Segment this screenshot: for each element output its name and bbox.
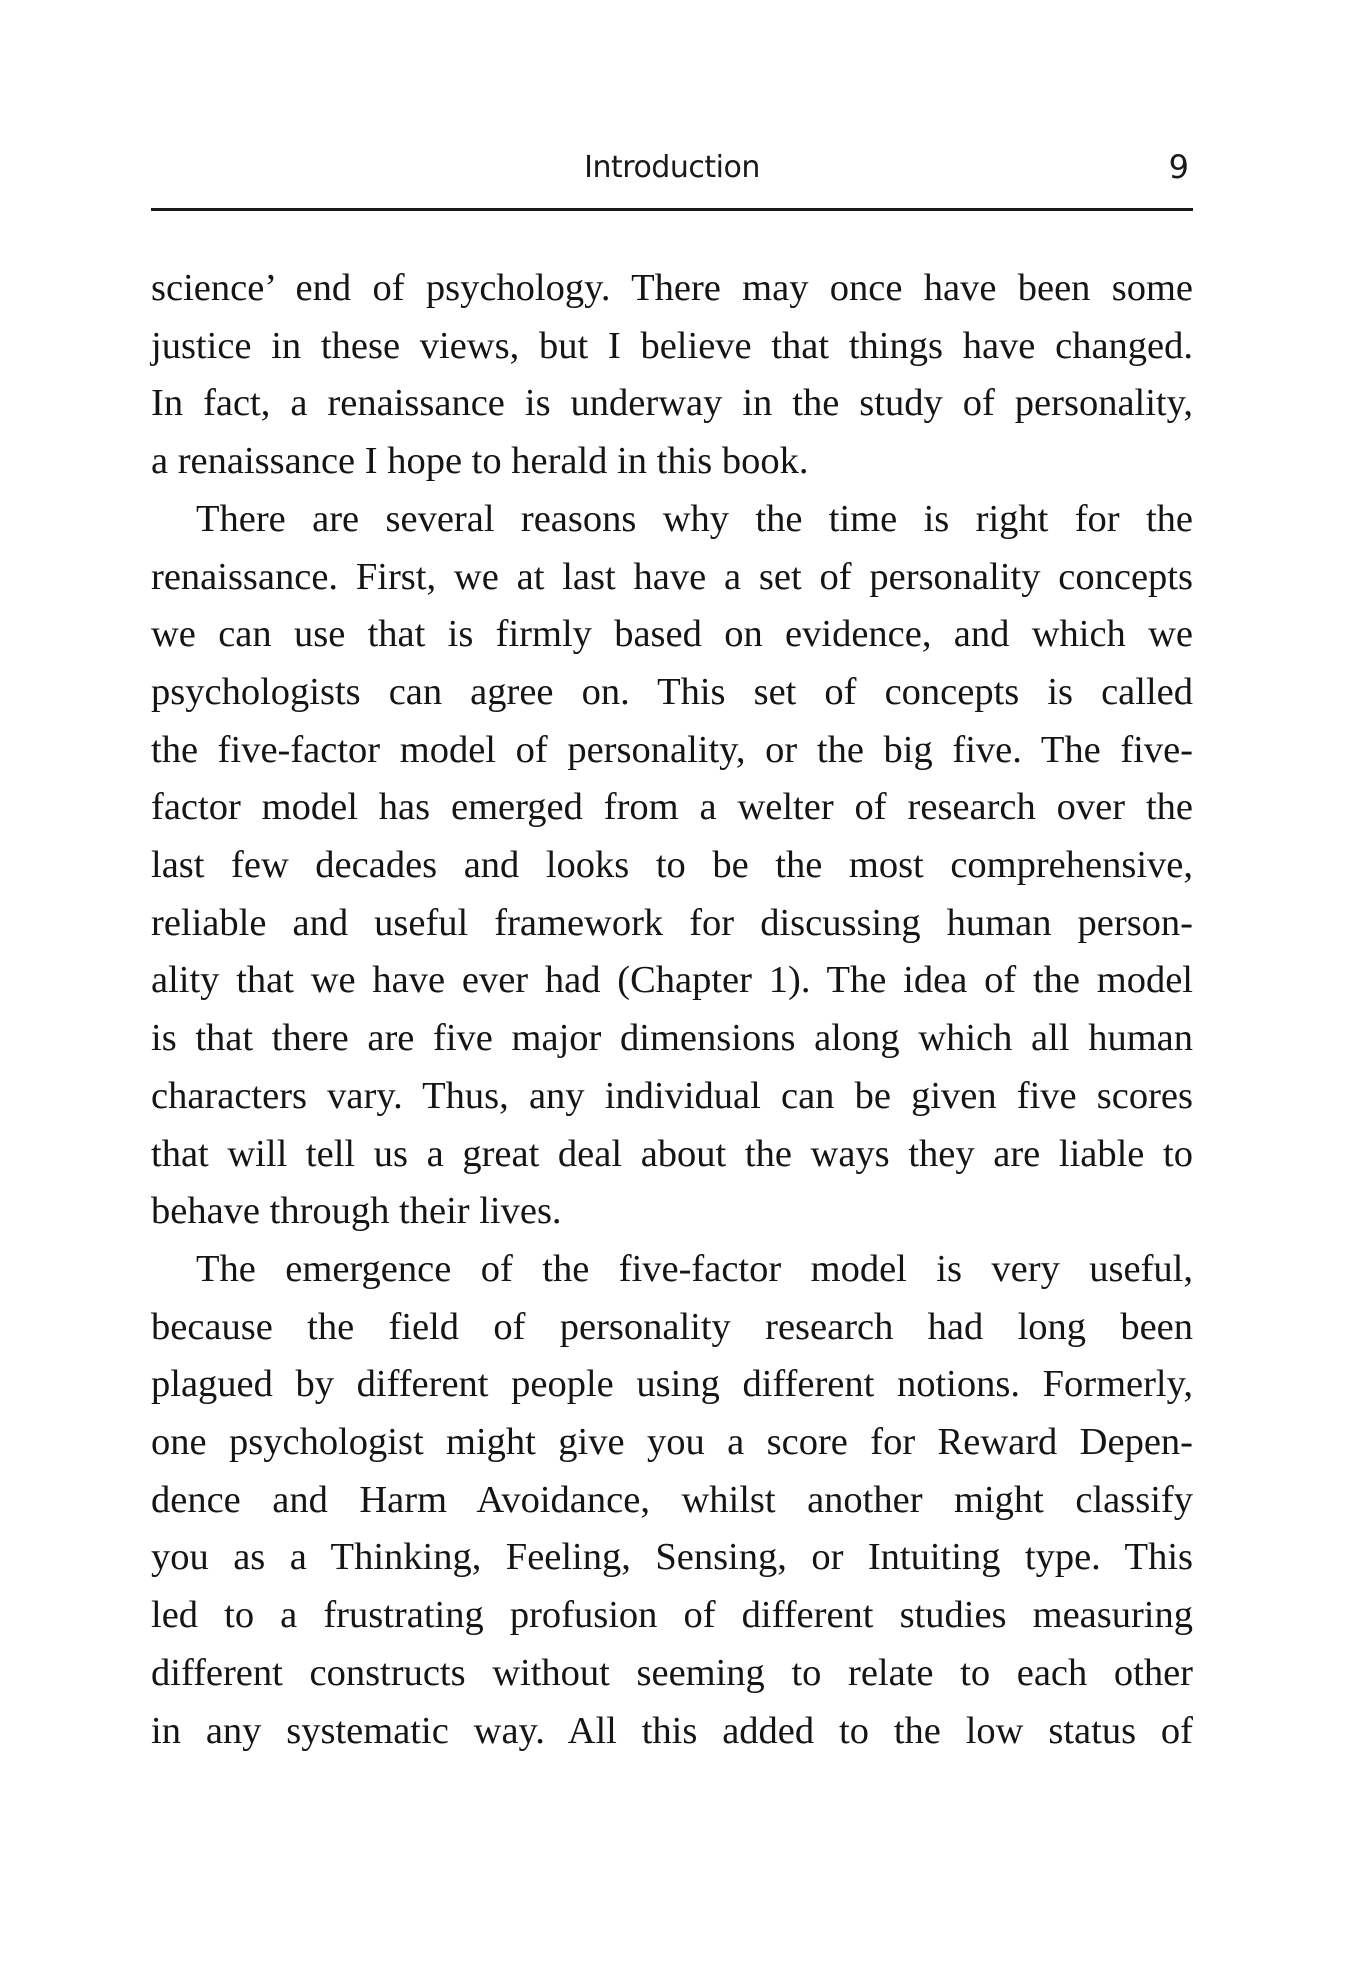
text-line: that will tell us a great deal about the ways they are liable to (151, 1132, 1193, 1175)
text-line: psychologists can agree on. This set of concepts is called (151, 670, 1193, 713)
body-text (151, 260, 1193, 1760)
text-line: justice in these views, but I believe that things have changed. (151, 324, 1193, 367)
text-line: factor model has emerged from a welter of research over the (151, 786, 1193, 829)
running-header (151, 144, 1193, 194)
text-line: ality that we have ever had (Chapter 1). The idea of the model (151, 959, 1193, 1002)
running-title: Introduction (584, 150, 760, 185)
text-line: last few decades and looks to be the most comprehensive, (151, 844, 1193, 887)
text-line: led to a frustrating profusion of different studies measuring (151, 1594, 1193, 1637)
text-line: reliable and useful framework for discussing human person- (151, 901, 1193, 944)
text-line: dence and Harm Avoidance, whilst another might classify (151, 1478, 1193, 1521)
text-line: because the field of personality research had long been (151, 1305, 1193, 1348)
text-line: in any systematic way. All this added to the low status of (151, 1709, 1193, 1752)
text-line: plagued by different people using different notions. Formerly, (151, 1363, 1193, 1406)
text-line: The emergence of the five-factor model is very useful, (196, 1247, 1193, 1290)
text-line: behave through their lives. (151, 1190, 562, 1233)
text-line: the five-factor model of personality, or the big five. The five- (151, 728, 1193, 771)
text-line: renaissance. First, we at last have a set of personality concepts (151, 555, 1193, 598)
text-line: In fact, a renaissance is underway in the study of personality, (151, 382, 1193, 425)
text-line: science’ end of psychology. There may once have been some (151, 267, 1193, 309)
text-line: There are several reasons why the time is right for the (196, 497, 1193, 540)
text-line: different constructs without seeming to relate to each other (151, 1651, 1193, 1694)
header-rule (151, 208, 1193, 211)
text-line: is that there are five major dimensions along which all human (151, 1017, 1193, 1060)
page-number: 9 (1168, 148, 1189, 186)
text-line: we can use that is firmly based on evidence, and which we (151, 613, 1193, 656)
text-line: characters vary. Thus, any individual can be given five scores (151, 1074, 1193, 1117)
text-line: a renaissance I hope to herald in this book. (151, 440, 809, 483)
text-line: you as a Thinking, Feeling, Sensing, or Intuiting type. This (151, 1536, 1193, 1579)
text-line: one psychologist might give you a score for Reward Depen- (151, 1421, 1193, 1464)
